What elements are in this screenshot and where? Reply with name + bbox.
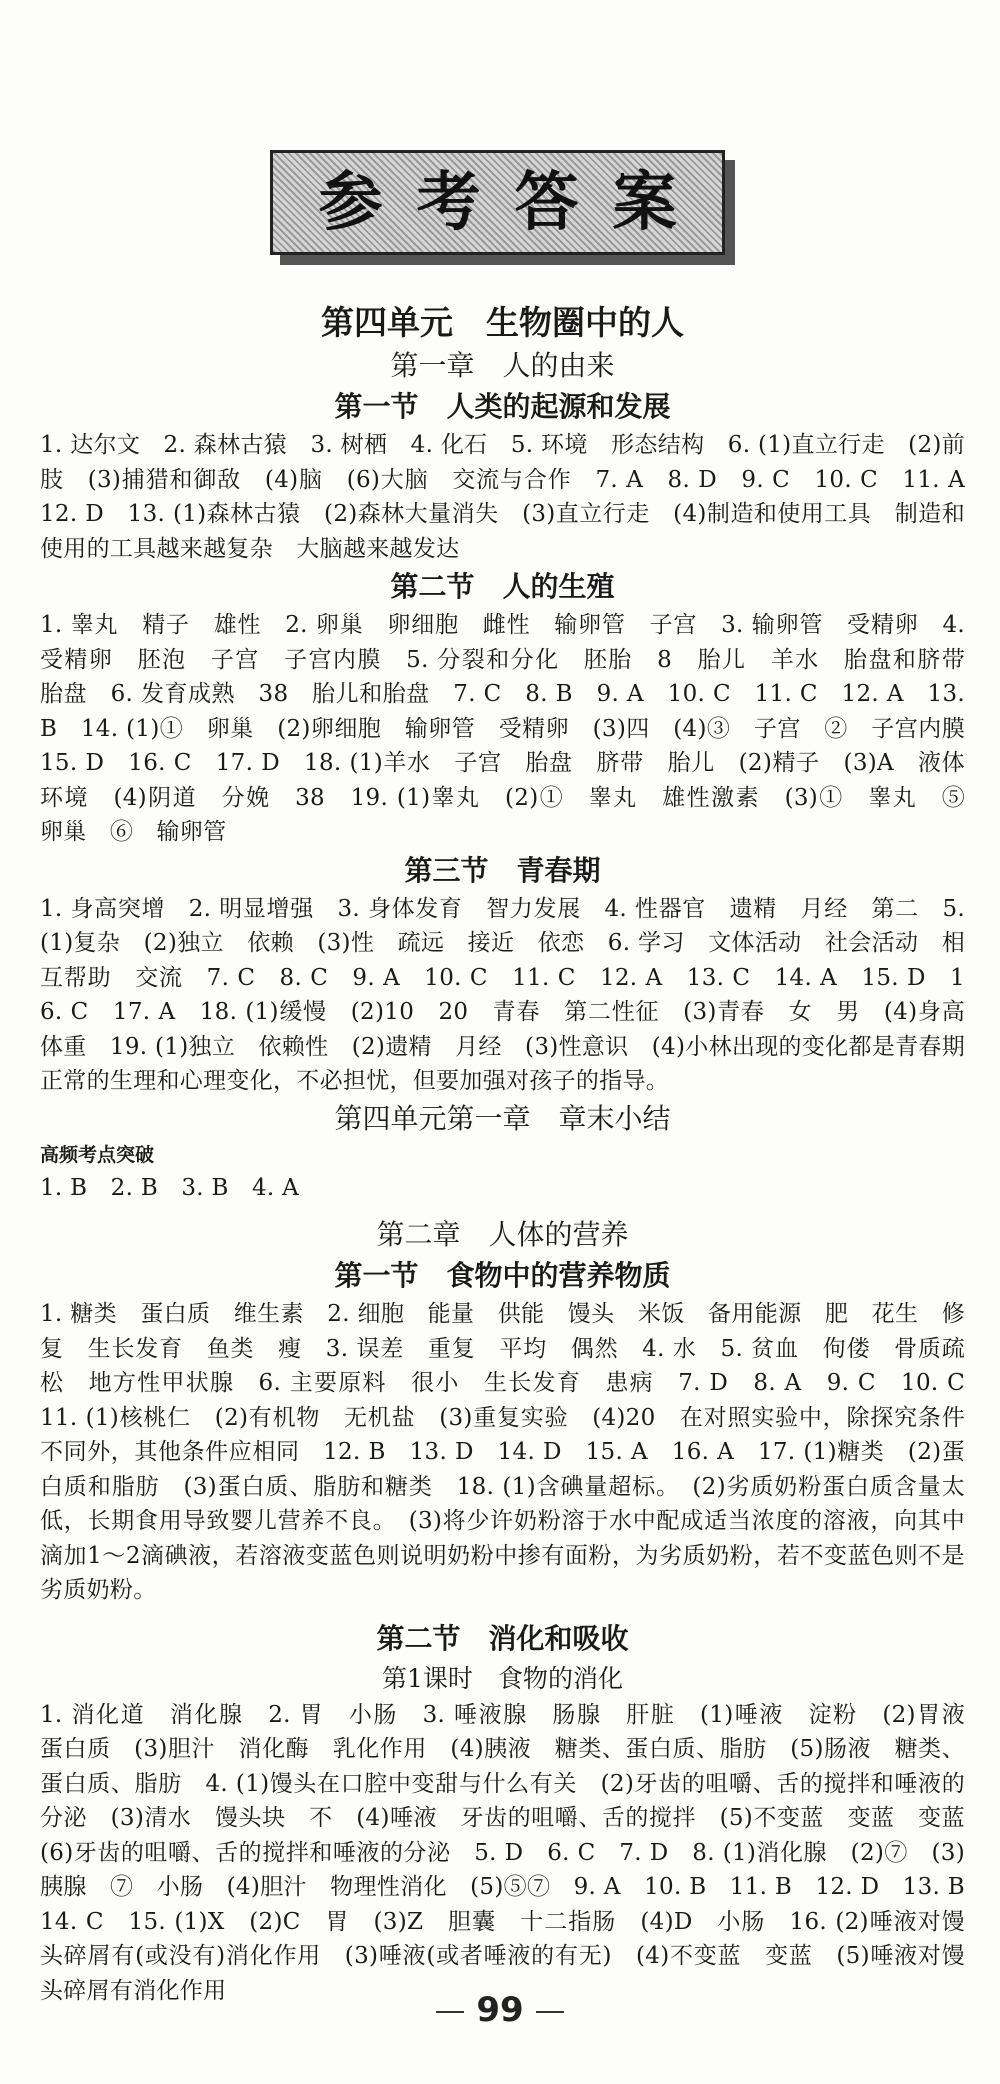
page-number: 99 [476,1990,524,2030]
chapter-2-title: 第二章 人体的营养 [376,1218,629,1251]
section-1-3-answers: 1. 身高突增 2. 明显增强 3. 身体发育 智力发展 4. 性器官 遗精 月经 第二 5. (1)复杂 (2)独立 依赖 (3)性 疏远 接近 依恋 6. 学习 文体活动 社会活动 相互帮助 交流 7. C 8. C 9. A 10. C 11. C 12. A 13. C 14. A 15. D 16. C 17. A 18. (1)缓慢 (2)10 20 青春 第二性征 (3)青春 女 男 (4)身高 体重 19. (1)独立 依赖性 (2)遗精 月经 (3)性意识 (4)小林出现的变化都是青春期正常的生理和心理变化，不必担忧，但要加强对孩子的指导。 [40,895,989,1094]
answer-key-banner [270,150,725,255]
chapter-1-title: 第一章 人的由来 [390,349,615,382]
footer-dash-right [536,2011,564,2013]
section-2-1-title: 第一节 食物中的营养物质 [334,1259,671,1292]
high-frequency-title: 高频考点突破 [40,1143,155,1166]
section-1-1-answers: 1. 达尔文 2. 森林古猿 3. 树栖 4. 化石 5. 环境 形态结构 6. (1)直立行走 (2)前肢 (3)捕猎和御敌 (4)脑 (6)大脑 交流与合作 7. A 8. D 9. C 10. C 11. A 12. D 13. (1)森林古猿 (2)森林大量消失 (3)直立行走 (4)制造和使用工具 制造和使用的工具越来越复杂 大脑越来越发达 [40,432,989,562]
answer-content [40,300,989,2008]
section-2-1-answers: 1. 糖类 蛋白质 维生素 2. 细胞 能量 供能 馒头 米饭 备用能源 肥 花生 修复 生长发育 鱼类 瘦 3. 误差 重复 平均 偶然 4. 水 5. 贫血 佝偻 骨质疏松 地方性甲状腺 6. 主要原料 很小 生长发育 患病 7. D 8. A 9. C 10. C 11. (1)核桃仁 (2)有机物 无机盐 (3)重复实验 (4)20 在对照实验中，除探究条件不同外，其他条件应相同 12. B 13. D 14. D 15. A 16. A 17. (1)糖类 (2)蛋白质和脂肪 (3)蛋白质、脂肪和糖类 18. (1)含碘量超标。 (2)劣质奶粉蛋白质含量太低，长期食用导致婴儿营养不良。 (3)将少许奶粉溶于水中配成适当浓度的溶液，向其中滴加1～2滴碘液，若溶液变蓝色则说明奶粉中掺有面粉，为劣质奶粉，若不变蓝色则不是劣质奶粉。 [40,1301,989,1603]
chapter-1-summary-title: 第四单元第一章 章末小结 [334,1101,671,1135]
banner-title: 参考答案 [318,165,711,240]
high-frequency-answers: 1. B 2. B 3. B 4. A [40,1174,300,1201]
section-1-3-title: 第三节 青春期 [404,853,601,887]
lesson-1-answers: 1. 消化道 消化腺 2. 胃 小肠 3. 唾液腺 肠腺 肝脏 (1)唾液 淀粉 (2)胃液 蛋白质 (3)胆汁 消化酶 乳化作用 (4)胰液 糖类、蛋白质、脂肪 (5)肠液 糖类、蛋白质、脂肪 4. (1)馒头在口腔中变甜与什么有关 (2)牙齿的咀嚼、舌的搅拌和唾液的分泌 (3)清水 馒头块 不 (4)唾液 牙齿的咀嚼、舌的搅拌 (5)不变蓝 变蓝 变蓝 (6)牙齿的咀嚼、舌的搅拌和唾液的分泌 5. D 6. C 7. D 8. (1)消化腺 (2)⑦ (3)胰腺 ⑦ 小肠 (4)胆汁 物理性消化 (5)⑤⑦ 9. A 10. B 11. B 12. D 13. B 14. C 15. (1)X (2)C 胃 (3)Z 胆囊 十二指肠 (4)D 小肠 16. (2)唾液对馒头碎屑有(或没有)消化作用 (3)唾液(或者唾液的有无) (4)不变蓝 变蓝 (5)唾液对馒头碎屑有消化作用 [40,1701,989,2004]
section-1-2-title: 第二节 人的生殖 [390,570,615,603]
lesson-1-title: 第1课时 食物的消化 [382,1663,623,1693]
section-1-2-answers: 1. 睾丸 精子 雄性 2. 卵巢 卵细胞 雌性 输卵管 子宫 3. 输卵管 受精卵 4. 受精卵 胚泡 子宫 子宫内膜 5. 分裂和分化 胚胎 8 胎儿 羊水 胎盘和脐带 胎盘 6. 发育成熟 38 胎儿和胎盘 7. C 8. B 9. A 10. C 11. C 12. A 13. B 14. (1)① 卵巢 (2)卵细胞 输卵管 受精卵 (3)四 (4)③ 子宫 ② 子宫内膜 15. D 16. C 17. D 18. (1)羊水 子宫 胎盘 脐带 胎儿 (2)精子 (3)A 液体环境 (4)阴道 分娩 38 19. (1)睾丸 (2)① 睾丸 雄性激素 (3)① 睾丸 ⑤ 卵巢 ⑥ 输卵管 [40,612,989,845]
section-2-2-title: 第二节 消化和吸收 [376,1621,629,1655]
section-1-1-title: 第一节 人类的起源和发展 [334,390,671,423]
unit-title: 第四单元 生物圈中的人 [321,303,684,342]
page-footer [0,1990,1000,2030]
footer-dash-left [436,2011,464,2013]
